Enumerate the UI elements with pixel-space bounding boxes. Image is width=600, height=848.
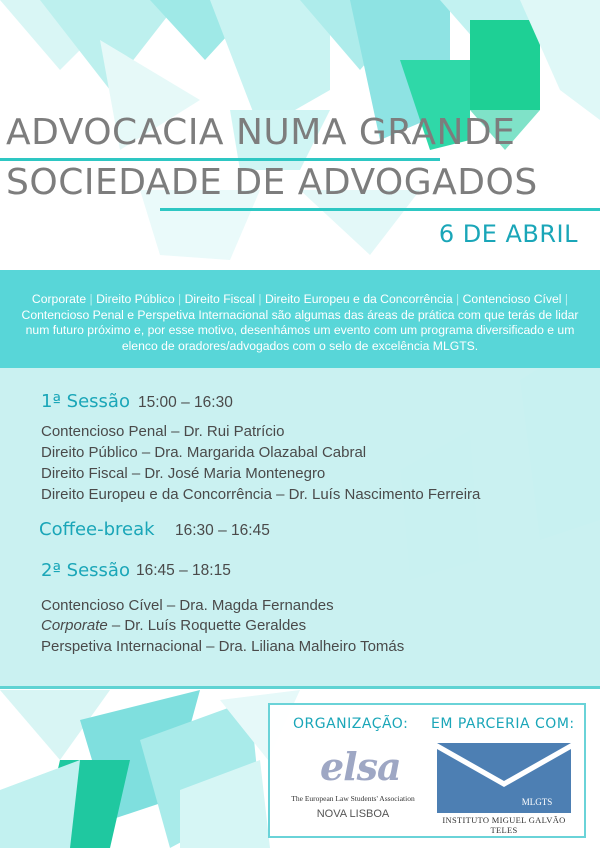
session-1-time: 15:00 – 16:30 <box>138 394 233 411</box>
session-1-item: Direito Público – Dra. Margarida Olazabal Cabral <box>41 444 367 461</box>
area-perspetiva-internacional: Perspetiva Internacional <box>137 307 269 322</box>
separator: | <box>561 292 569 306</box>
session-1-item: Direito Europeu e da Concorrência – Dr. Luís Nascimento Ferreira <box>41 486 481 503</box>
area-direito-publico: Direito Público <box>96 292 175 306</box>
coffee-break-time: 16:30 – 16:45 <box>175 522 270 539</box>
parceria-heading: EM PARCERIA COM: <box>431 716 575 732</box>
area-corporate: Corporate <box>31 292 87 306</box>
mlgts-logo <box>437 743 571 813</box>
elsa-subtitle: The European Law Students' Association <box>291 794 415 803</box>
separator: | <box>86 292 97 306</box>
organizacao-heading: ORGANIZAÇÃO: <box>293 716 409 732</box>
event-date: 6 DE ABRIL <box>438 220 578 248</box>
separator: | <box>174 292 185 306</box>
session-2-item: Contencioso Cível – Dra. Magda Fernandes <box>41 597 334 614</box>
separator: | <box>255 292 265 306</box>
session-2-item-rest: – Dr. Luís Roquette Geraldes <box>107 617 307 634</box>
program-bottom-line <box>0 686 600 689</box>
session-2-item: Perspetiva Internacional – Dra. Liliana Malheiro Tomás <box>41 638 405 655</box>
area-direito-europeu: Direito Europeu e da Concorrência <box>264 292 453 306</box>
coffee-break-label: Coffee-break <box>39 519 155 540</box>
title-underline-2 <box>160 208 600 211</box>
area-contencioso-civel: Contencioso Cível <box>462 292 562 306</box>
intro-connector: e <box>127 307 135 322</box>
session-2-label: 2ª Sessão <box>41 560 130 581</box>
session-2-item <box>41 617 306 634</box>
area-direito-fiscal: Direito Fiscal <box>184 292 256 306</box>
session-2-time: 16:45 – 18:15 <box>136 562 231 579</box>
mlgts-subtitle: INSTITUTO MIGUEL GALVÃO TELES <box>442 815 566 835</box>
session-1-item: Contencioso Penal – Dr. Rui Patrício <box>41 423 285 440</box>
area-contencioso-penal: Contencioso Penal <box>21 307 124 322</box>
intro-text: são algumas das áreas de prática com que terás de lidar num futuro próximo e, por esse motivo, desenhámos um evento com um programa diversificado e um elenco de oradores/advogados com o selo de excelência MLGTS. <box>25 307 579 353</box>
session-1-item: Direito Fiscal – Dr. José Maria Montenegro <box>41 465 326 482</box>
session-1-label: 1ª Sessão <box>41 391 130 412</box>
title-underline-1 <box>0 158 440 161</box>
title-line-2: SOCIEDADE DE ADVOGADOS <box>6 162 538 203</box>
separator: | <box>452 292 463 306</box>
mlgts-logo-text: MLGTS <box>521 797 553 807</box>
intro-paragraph <box>18 292 582 354</box>
title-line-1: ADVOCACIA NUMA GRANDE <box>6 112 516 153</box>
corporate-italic: Corporate <box>41 617 108 634</box>
elsa-city: NOVA LISBOA <box>316 808 390 820</box>
elsa-logo: elsa <box>320 744 401 789</box>
